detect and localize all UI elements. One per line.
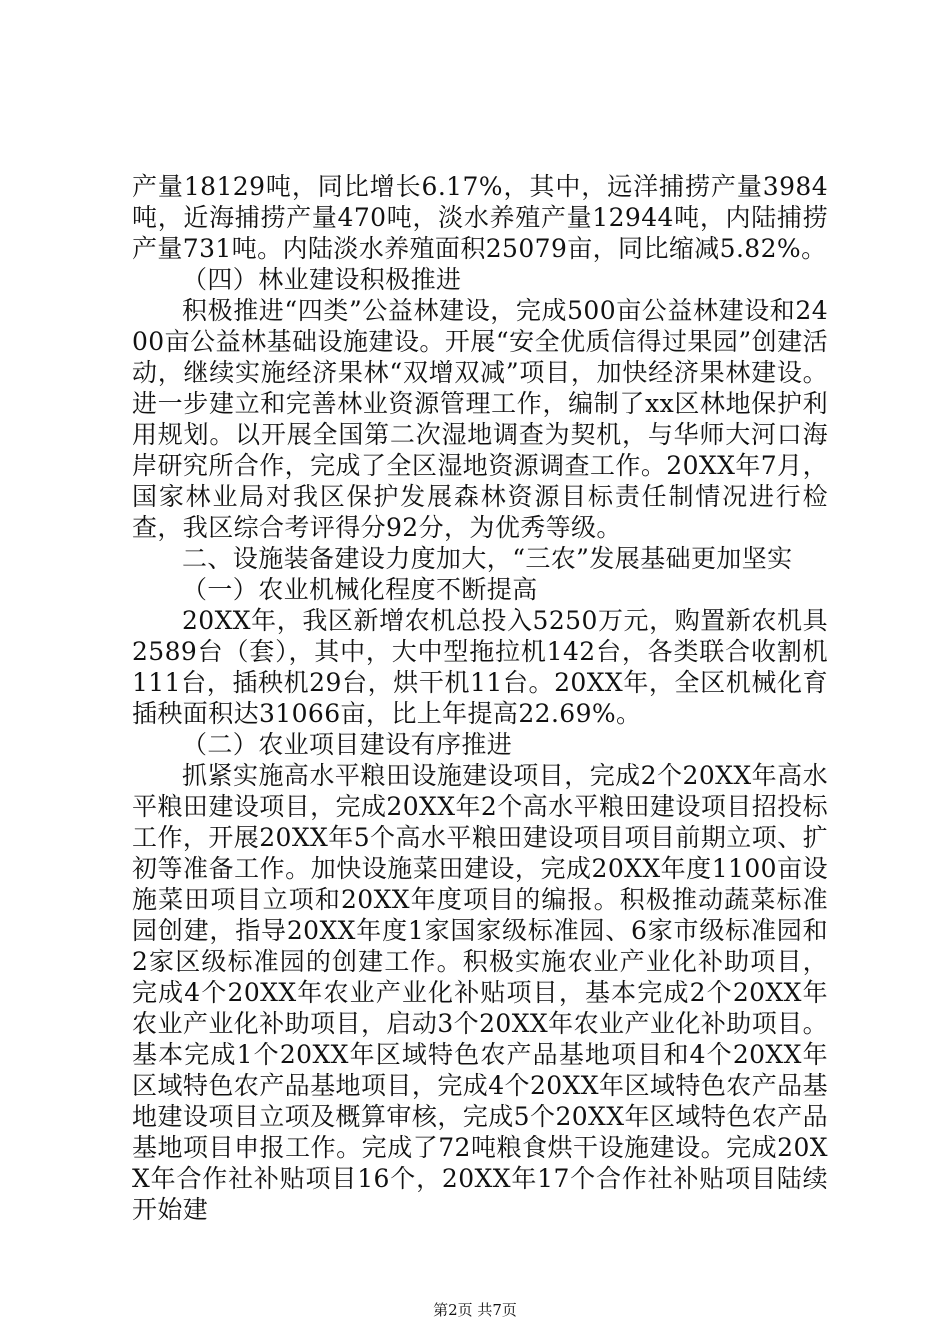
paragraph-mechanization: 20XX年，我区新增农机总投入5250万元，购置新农机具2589台（套），其中，大中型拖拉机142台，各类联合收割机111台，插秧机29台，烘干机11台。20XX年，全区机械化育插秧面积达31066亩，比上年提高22.69%。	[132, 606, 828, 728]
document-body	[132, 171, 828, 1225]
paragraph-fishery-output: 产量18129吨，同比增长6.17%，其中，远洋捕捞产量3984吨，近海捕捞产量470吨，淡水养殖产量12944吨，内陆捕捞产量731吨。内陆淡水养殖面积25079亩，同比缩减5.82%。	[132, 172, 828, 263]
heading-mechanization: （一）农业机械化程度不断提高	[182, 575, 538, 604]
paragraph-forestry: 积极推进“四类”公益林建设，完成500亩公益林建设和2400亩公益林基础设施建设。开展“安全优质信得过果园”创建活动，继续实施经济果林“双增双减”项目，加快经济果林建设。进一步建立和完善林业资源管理工作，编制了xx区林地保护利用规划。以开展全国第二次湿地调查为契机，与华师大河口海岸研究所合作，完成了全区湿地资源调查工作。20XX年7月，国家林业局对我区保护发展森林资源目标责任制情况进行检查，我区综合考评得分92分，为优秀等级。	[132, 296, 828, 542]
paragraph-projects: 抓紧实施高水平粮田设施建设项目，完成2个20XX年高水平粮田建设项目，完成20XX年2个高水平粮田建设项目招投标工作，开展20XX年5个高水平粮田建设项目项目前期立项、扩初等准备工作。加快设施菜田建设，完成20XX年度1100亩设施菜田项目立项和20XX年度项目的编报。积极推动蔬菜标准园创建，指导20XX年度1家国家级标准园、6家市级标准园和2家区级标准园的创建工作。积极实施农业产业化补助项目，完成4个20XX年农业产业化补贴项目，基本完成2个20XX年农业产业化补助项目，启动3个20XX年农业产业化补助项目。基本完成1个20XX年区域特色农产品基地项目和4个20XX年区域特色农产品基地项目，完成4个20XX年区域特色农产品基地建设项目立项及概算审核，完成5个20XX年区域特色农产品基地项目申报工作。完成了72吨粮食烘干设施建设。完成20XX年合作社补贴项目16个，20XX年17个合作社补贴项目陆续开始建	[132, 761, 828, 1224]
heading-projects: （二）农业项目建设有序推进	[182, 730, 513, 759]
heading-forestry: （四）林业建设积极推进	[182, 265, 462, 294]
heading-section-two: 二、设施装备建设力度加大，“三农”发展基础更加坚实	[182, 544, 793, 573]
page-number-footer: 第2页 共7页	[433, 1301, 517, 1319]
